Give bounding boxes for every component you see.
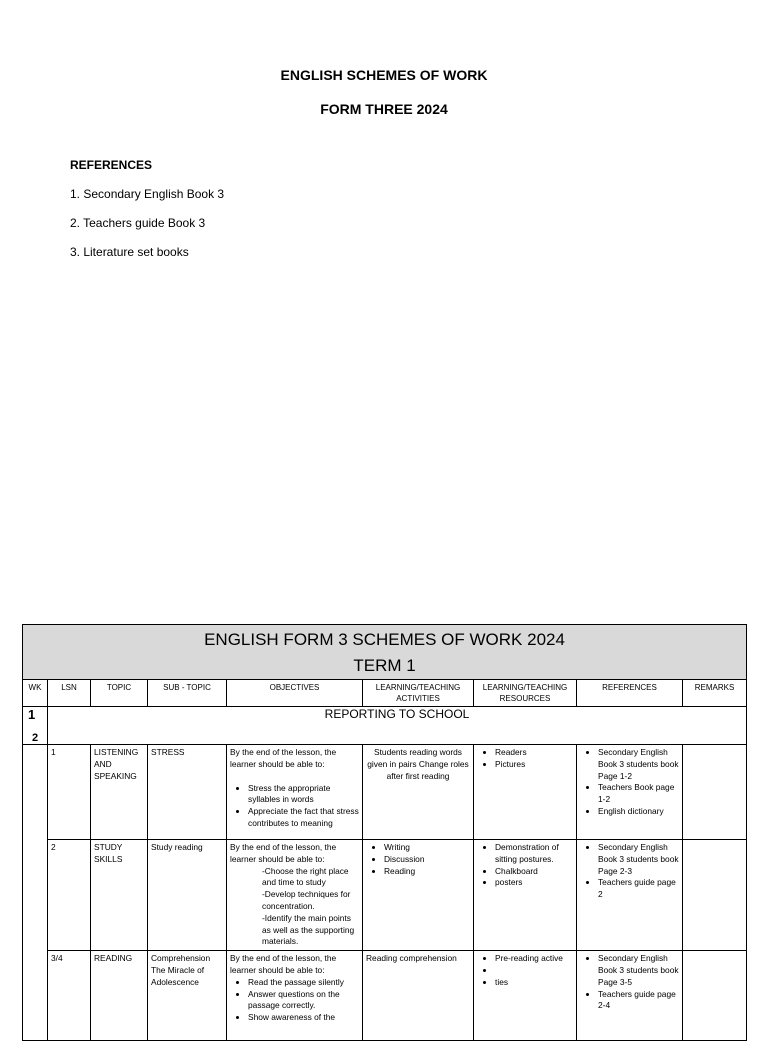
list-item: • Discussion	[384, 854, 470, 866]
list-item: • Pre-reading active	[495, 953, 573, 965]
list-item: • Teachers Book page 1-2	[598, 782, 679, 806]
column-header: LSN	[48, 680, 91, 707]
objectives-cell: By the end of the lesson, the learner should be able to: • Read the passage silently • Answer questions on the passage correctly. • Show awareness of the	[227, 951, 363, 1041]
references-section	[70, 158, 224, 274]
lesson-number: 2	[48, 840, 91, 951]
week-number: 2	[23, 745, 48, 1041]
table-title: ENGLISH FORM 3 SCHEMES OF WORK 2024	[204, 630, 565, 649]
list-item: • Chalkboard	[495, 866, 573, 878]
subtopic-cell: Comprehension The Miracle of Adolescence	[148, 951, 227, 1041]
list-item: • Secondary English Book 3 students book Page 2-3	[598, 842, 679, 877]
table-row	[23, 745, 747, 840]
table-term: TERM 1	[353, 656, 416, 675]
list-item: • Secondary English Book 3 students book Page 1-2	[598, 747, 679, 782]
week-banner: REPORTING TO SCHOOL	[48, 707, 747, 745]
list-item: • posters	[495, 877, 573, 889]
list-item: • Reading	[384, 866, 470, 878]
scheme-of-work-table	[22, 624, 747, 1041]
reference-item: 3. Literature set books	[70, 245, 189, 259]
subtopic-cell: STRESS	[148, 745, 227, 840]
table-header-row	[23, 680, 747, 707]
resources-cell	[474, 840, 577, 951]
column-header: LEARNING/TEACHING ACTIVITIES	[363, 680, 474, 707]
list-item	[495, 965, 573, 977]
column-header: WK	[23, 680, 48, 707]
remarks-cell	[683, 951, 747, 1041]
topic-cell: LISTENING AND SPEAKING	[91, 745, 148, 840]
document-subtitle: FORM THREE 2024	[320, 101, 448, 117]
column-header: SUB - TOPIC	[148, 680, 227, 707]
table-row	[23, 840, 747, 951]
document-title: ENGLISH SCHEMES OF WORK	[280, 67, 488, 83]
references-cell	[577, 951, 683, 1041]
topic-cell: READING	[91, 951, 148, 1041]
list-item: • ties	[495, 977, 573, 989]
column-header: REMARKS	[683, 680, 747, 707]
table-title-cell	[23, 625, 747, 680]
column-header: REFERENCES	[577, 680, 683, 707]
lesson-number: 1	[48, 745, 91, 840]
list-item: • English dictionary	[598, 806, 679, 818]
references-cell	[577, 745, 683, 840]
topic-cell: STUDY SKILLS	[91, 840, 148, 951]
list-item: • Read the passage silently	[248, 977, 359, 989]
references-heading: REFERENCES	[70, 158, 153, 172]
week-number: 1	[23, 707, 48, 745]
column-header: LEARNING/TEACHING RESOURCES	[474, 680, 577, 707]
reference-item: 2. Teachers guide Book 3	[70, 216, 206, 230]
list-item: • Teachers guide page 2	[598, 877, 679, 901]
column-header: TOPIC	[91, 680, 148, 707]
resources-cell	[474, 951, 577, 1041]
objectives-cell: By the end of the lesson, the learner should be able to: • Stress the appropriate syllables in words • Appreciate the fact that stress contributes to meaning	[227, 745, 363, 840]
list-item: • Pictures	[495, 759, 573, 771]
table-row	[23, 707, 747, 745]
list-item: • Answer questions on the passage correctly.	[248, 989, 359, 1013]
remarks-cell	[683, 745, 747, 840]
table-row	[23, 951, 747, 1041]
subtopic-cell: Study reading	[148, 840, 227, 951]
list-item: • Stress the appropriate syllables in words	[248, 783, 359, 807]
list-item: • Secondary English Book 3 students book Page 3-5	[598, 953, 679, 988]
list-item: • Demonstration of sitting postures.	[495, 842, 573, 866]
list-item: • Show awareness of the	[248, 1012, 359, 1024]
list-item: • Teachers guide page 2-4	[598, 989, 679, 1013]
remarks-cell	[683, 840, 747, 951]
list-item: • Appreciate the fact that stress contributes to meaning	[248, 806, 359, 830]
activities-cell: Reading comprehension	[363, 951, 474, 1041]
lesson-number: 3/4	[48, 951, 91, 1041]
list-item: • Writing	[384, 842, 470, 854]
list-item: • Readers	[495, 747, 573, 759]
reference-item: 1. Secondary English Book 3	[70, 187, 225, 201]
resources-cell	[474, 745, 577, 840]
activities-cell	[363, 840, 474, 951]
activities-cell: Students reading words given in pairs Change roles after first reading	[363, 745, 474, 840]
references-cell	[577, 840, 683, 951]
objectives-cell: By the end of the lesson, the learner should be able to: -Choose the right place and time to study -Develop techniques for concentration. -Identify the main points as well as the supporting materials.	[227, 840, 363, 951]
column-header: OBJECTIVES	[227, 680, 363, 707]
